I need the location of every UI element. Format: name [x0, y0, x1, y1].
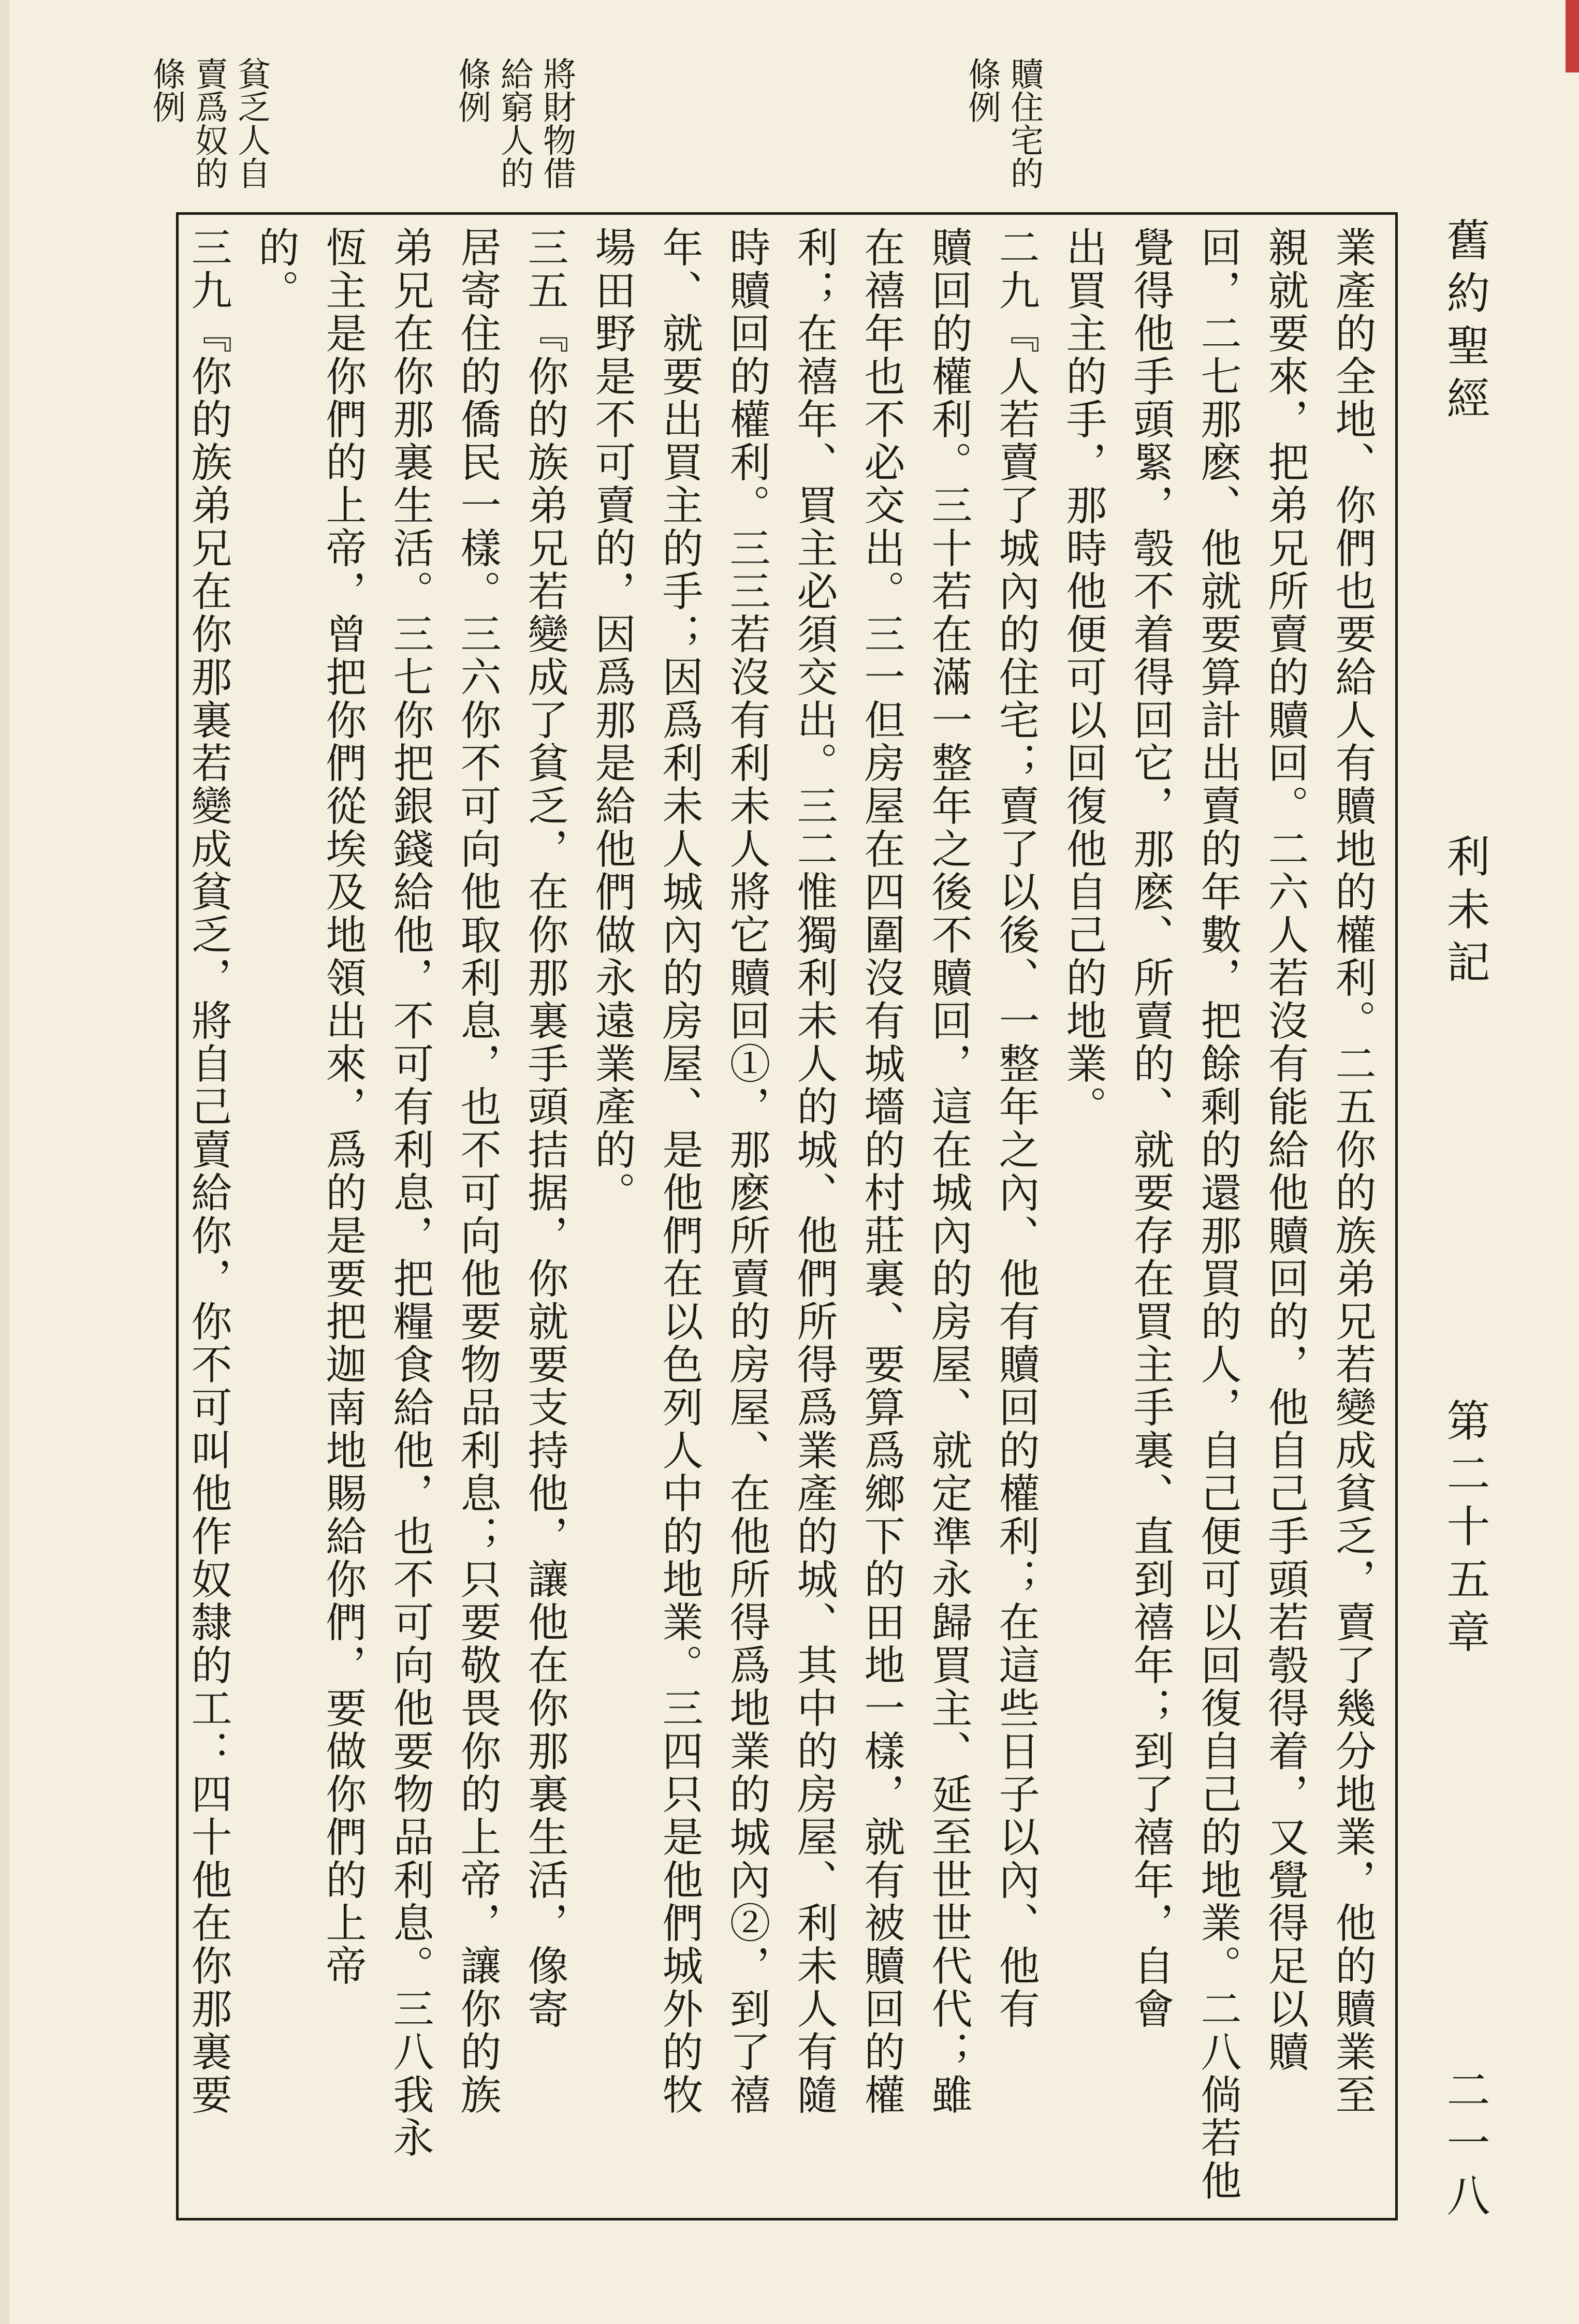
margin-note-poor-sell-self: 貧乏人自 賣爲奴的 條例 [147, 57, 270, 189]
book-title: 舊約聖經 [1440, 217, 1490, 429]
text-column: 居寄住的僑民一樣。三六你不可向他取利息，也不可向他要物品利息；只要敬畏你的上帝，讓你的族 [454, 226, 501, 2116]
text-column: 時贖回的權利。三三若沒有利未人將它贖回①，那麽所賣的房屋、在他所得爲地業的城內②，到了禧 [723, 226, 770, 2116]
text-column: 場田野是不可賣的，因爲那是給他們做永遠業產的。 [588, 226, 636, 1214]
text-column: 業產的全地、你們也要給人有贖地的權利。二五你的族弟兄若變成貧乏，賣了幾分地業，他的贖業至 [1328, 226, 1376, 2116]
running-header [1437, 217, 1494, 2226]
text-column: 回，二七那麽、他就要算計出賣的年數，把餘剩的還那買的人，自己便可以回復自己的地業。二八倘若他 [1194, 226, 1241, 2202]
chapter-label: 第二十五章 [1440, 1398, 1490, 1662]
page-number: 二一八 [1440, 2067, 1490, 2226]
text-column: 贖回的權利。三十若在滿一整年之後不贖回，這在城內的房屋、就定準永歸買主、延至世世代代；雖 [925, 226, 972, 2116]
text-column: 年、就要出買主的手；因爲利未人城內的房屋、是他們在以色列人中的地業。三四只是他們城外的牧 [655, 226, 703, 2116]
page-edge [0, 0, 9, 2324]
book-name: 利未記 [1440, 834, 1490, 993]
red-book-edge [1566, 0, 1579, 72]
text-column: 利；在禧年、買主必須交出。三二惟獨利未人的城、他們所得爲業產的城、其中的房屋、利未人有隨 [790, 226, 838, 2116]
text-column: 在禧年也不必交出。三一但房屋在四圍沒有城墻的村莊裏、要算爲鄉下的田地一樣，就有被贖回的權 [857, 226, 905, 2116]
text-column: 三九『你的族弟兄在你那裏若變成貧乏，將自己賣給你，你不可叫他作奴隸的工：四十他在你那裏要 [184, 226, 232, 2116]
text-column: 弟兄在你那裏生活。三七你把銀錢給他，不可有利息，把糧食給他，也不可向他要物品利息。三八我永 [386, 226, 434, 2159]
text-column: 二九『人若賣了城內的住宅；賣了以後、一整年之內、他有贖回的權利；在這些日子以內、他有 [992, 226, 1040, 2031]
text-column: 覺得他手頭緊，彀不着得回它，那麽、所賣的、就要存在買主手裏、直到禧年；到了禧年，自會 [1127, 226, 1174, 2031]
scripture-text-frame [176, 212, 1398, 2220]
text-column: 三五『你的族弟兄若變成了貧乏，在你那裏手頭拮据，你就要支持他，讓他在你那裏生活，像寄 [521, 226, 568, 2031]
margin-note-redeem-house: 贖住宅的 條例 [962, 57, 1043, 189]
margin-note-lend-to-poor: 將財物借 給窮人的 條例 [452, 57, 576, 189]
text-column: 親就要來，把弟兄所賣的贖回。二六人若沒有能給他贖回的，他自己手頭若彀得着，又覺得足以贖 [1261, 226, 1309, 2073]
text-column: 出買主的手，那時他便可以回復他自己的地業。 [1059, 226, 1107, 1128]
text-column: 恆主是你們的上帝，曾把你們從埃及地領出來，爲的是要把迦南地賜給你們，要做你們的上帝 [319, 226, 367, 1988]
text-column: 的。 [252, 226, 299, 312]
